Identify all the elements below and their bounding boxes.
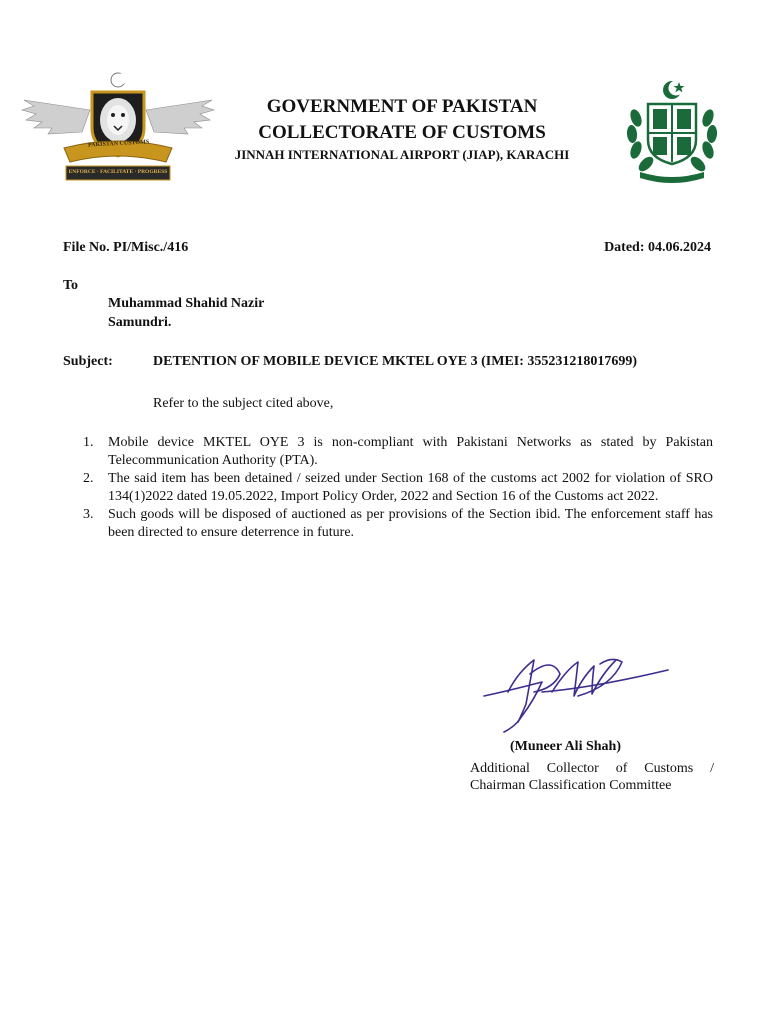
to-label: To — [63, 278, 79, 293]
state-emblem-of-pakistan-icon — [624, 78, 720, 184]
list-item — [83, 434, 713, 470]
point-text: The said item has been detained / seized under Section 168 of the customs act 2002 for violation of SRO 134(1)2022 dated 19.05.2022, Import Policy Order, 2022 and Section 16 of the Customs act 2022. — [108, 471, 713, 504]
pakistan-customs-logo — [20, 70, 216, 186]
date: Dated: 04.06.2024 — [604, 240, 711, 255]
point-number: 2. — [83, 471, 94, 486]
signatory-designation-line2: Chairman Classification Committee — [470, 778, 672, 793]
subject-label: Subject: — [63, 354, 113, 369]
point-number: 1. — [83, 435, 94, 450]
point-text: Mobile device MKTEL OYE 3 is non-compliant with Pakistani Networks as stated by Pakistan Telecommunication Authority (PTA). — [108, 435, 713, 468]
signature-icon — [482, 652, 672, 734]
subject-text: DETENTION OF MOBILE DEVICE MKTEL OYE 3 (IMEI: 355231218017699) — [153, 354, 638, 369]
intro-text: Refer to the subject cited above, — [153, 396, 334, 411]
point-number: 3. — [83, 507, 94, 522]
point-text: Such goods will be disposed of auctioned as per provisions of the Section ibid. The enforcement staff has been directed to ensure deterrence in future. — [108, 507, 713, 540]
signatory-name: (Muneer Ali Shah) — [510, 739, 621, 754]
list-item — [83, 506, 713, 542]
customs-banner-text: PAKISTAN CUSTOMS — [87, 139, 150, 149]
header-collectorate: COLLECTORATE OF CUSTOMS — [258, 122, 546, 143]
customs-motto-text: ENFORCE · FACILITATE · PROGRESS — [68, 169, 168, 175]
header-airport: JINNAH INTERNATIONAL AIRPORT (JIAP), KARACHI — [234, 147, 570, 162]
signature-image — [482, 652, 672, 734]
header-government: GOVERNMENT OF PAKISTAN — [266, 96, 538, 117]
list-item — [83, 470, 713, 506]
recipient-name: Muhammad Shahid Nazir — [108, 296, 265, 311]
state-emblem-logo — [624, 78, 720, 184]
signatory-designation-line1: Additional Collector of Customs / — [470, 761, 714, 776]
recipient-place: Samundri. — [108, 315, 172, 330]
points-list — [83, 434, 713, 542]
file-number: File No. PI/Misc./416 — [63, 240, 189, 255]
